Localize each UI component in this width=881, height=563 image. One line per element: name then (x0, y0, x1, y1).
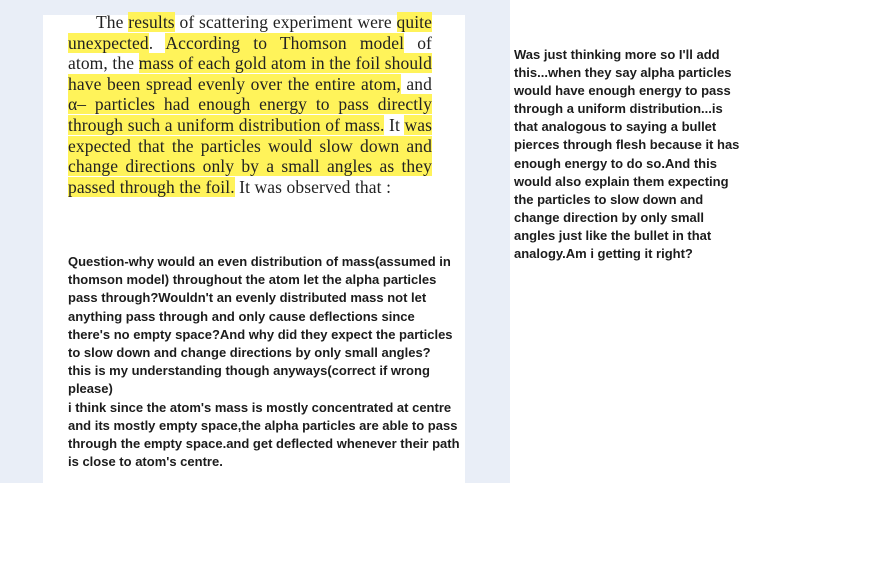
excerpt-text: of atom, the (68, 32, 432, 74)
question-line: this is my understanding though anyways(correct if wrong please) (68, 363, 430, 397)
highlighted-text: results (128, 12, 175, 32)
highlighted-text: quite unexpected (68, 12, 433, 53)
excerpt-text: and (400, 73, 432, 94)
highlighted-text: was expected that the particles would slow down and change directions only by a small angles as they passed through the foil. (68, 114, 432, 197)
highlighted-text: According to Thomson model (165, 32, 405, 53)
question-line: i think since the atom's mass is mostly concentrated at centre and its mostly empty space,the alpha particles are able to pass through the empty space.and get deflected whenever their path is close to atom's centre. (68, 399, 460, 470)
question-text (68, 253, 460, 471)
highlighted-text: α– particles had enough energy to pass directly through such a uniform distribution of mass. (68, 94, 432, 135)
excerpt-paragraph (68, 12, 432, 197)
question-line: Question-why would an even distribution of mass(assumed in thomson model) throughout the atom let the alpha particles pass through?Wouldn't an evenly distributed mass not let anything pass through and only cause deflections since there's no empty space?And why did they expect the particles to slow down and change directions by only small angles? (68, 254, 453, 361)
textbook-excerpt (68, 12, 432, 197)
excerpt-text: It was observed that : (234, 176, 392, 197)
excerpt-text: of scattering experiment were (174, 12, 397, 32)
highlighted-text: mass of each gold atom in the foil should have been spread evenly over the entire atom, (68, 53, 432, 94)
excerpt-text: It (384, 114, 405, 135)
side-note: Was just thinking more so I'll add this...when they say alpha particles would have enough energy to pass through a uniform distribution...is that analogous to saying a bullet pierces through flesh because it has enough energy to do so.And this would also explain them expecting the particles to slow down and change direction by only small angles just like the bullet in that analogy.Am i getting it right? (514, 47, 740, 262)
excerpt-text: . (148, 32, 166, 53)
excerpt-text: The (96, 12, 129, 32)
